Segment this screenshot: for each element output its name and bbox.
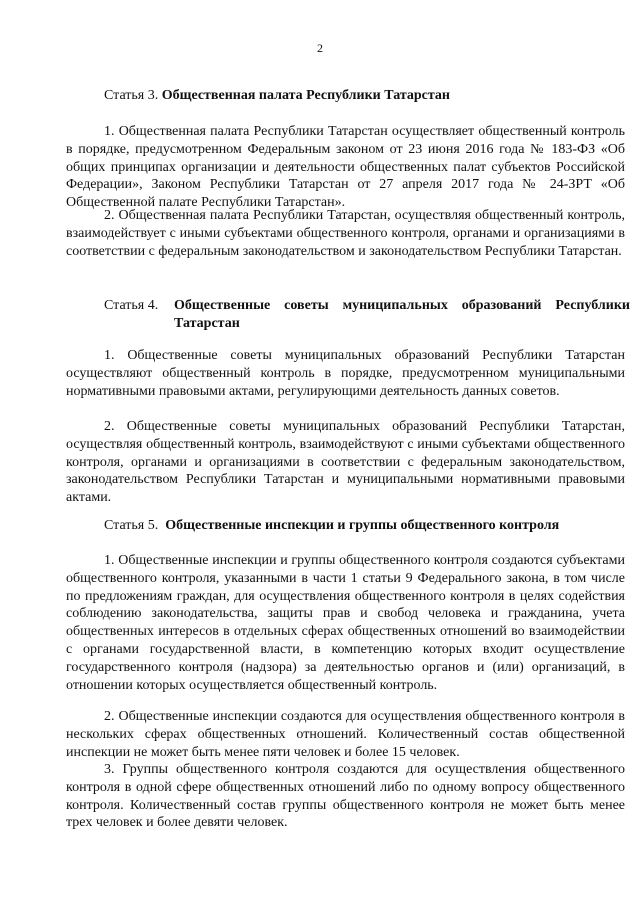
article-3-paragraph-1: 1. Общественная палата Республики Татарстан осуществляет общественный контроль в порядке, предусмотренном Федеральным законом от 23 июня 2016 года № 183-ФЗ «Об общих принципах организации и деятельности общественных палат субъектов Российской Федерации», Законом Республики Татарстан от 27 апреля 2017 года № 24-ЗРТ «Об Общественной палате Республики Татарстан». <box>66 124 625 211</box>
article-5-heading <box>104 517 559 535</box>
article-3-label: Статья 3. <box>104 88 159 103</box>
article-5-paragraph-2: 2. Общественные инспекции создаются для осуществления общественного контроля в нескольких сферах общественных отношений. Количественный состав общественной инспекции не может быть менее пяти человек и более 15 человек. <box>66 709 625 760</box>
article-5-paragraph-1: 1. Общественные инспекции и группы общественного контроля создаются субъектами общественного контроля, указанными в части 1 статьи 9 Федерального закона, в том числе по предложениям граждан, для осуществления общественного контроля в целях содействия соблюдению законодательства, защиты прав и свобод человека и гражданина, учета общественных интересов в отдельных сферах общественных отношений во взаимодействии с органами государственной власти, в компетенцию которых входит осуществление государственного контроля (надзора) за деятельностью органов и (или) организаций, в отношении которых осуществляется общественный контроль. <box>66 553 625 693</box>
article-4-label: Статья 4. <box>104 298 159 313</box>
article-3-paragraph-2: 2. Общественная палата Республики Татарстан, осуществляя общественный контроль, взаимодействует с иными субъектами общественного контроля, органами и организациями в соответствии с федеральным законодательством и законодательством Республики Татарстан. <box>66 208 625 259</box>
article-5-title: Общественные инспекции и группы общественного контроля <box>165 518 560 533</box>
article-5-label: Статья 5. <box>104 518 159 533</box>
article-4-paragraph-2: 2. Общественные советы муниципальных образований Республики Татарстан, осуществляя общественный контроль, взаимодействуют с иными субъектами общественного контроля, органами и организациями в соответствии с федеральным законодательством, законодательством Республики Татарстан и муниципальными нормативными правовыми актами. <box>66 419 625 506</box>
article-4-paragraph-1: 1. Общественные советы муниципальных образований Республики Татарстан осуществляют общественный контроль в порядке, предусмотренном муниципальными нормативными правовыми актами, регулирующими деятельность данных советов. <box>66 348 625 399</box>
article-4-heading <box>104 297 630 351</box>
article-3-title: Общественная палата Республики Татарстан <box>161 88 450 103</box>
page-number: 2 <box>317 41 323 55</box>
article-3-heading <box>104 87 450 105</box>
article-4-title: Общественные советы муниципальных образований Республики Татарстан <box>174 298 630 331</box>
article-5-paragraph-3: 3. Группы общественного контроля создаются для осуществления общественного контроля в одной сфере общественных отношений либо по одному вопросу общественного контроля. Количественный состав группы общественного контроля не может быть менее трех человек и более девяти человек. <box>66 762 625 831</box>
